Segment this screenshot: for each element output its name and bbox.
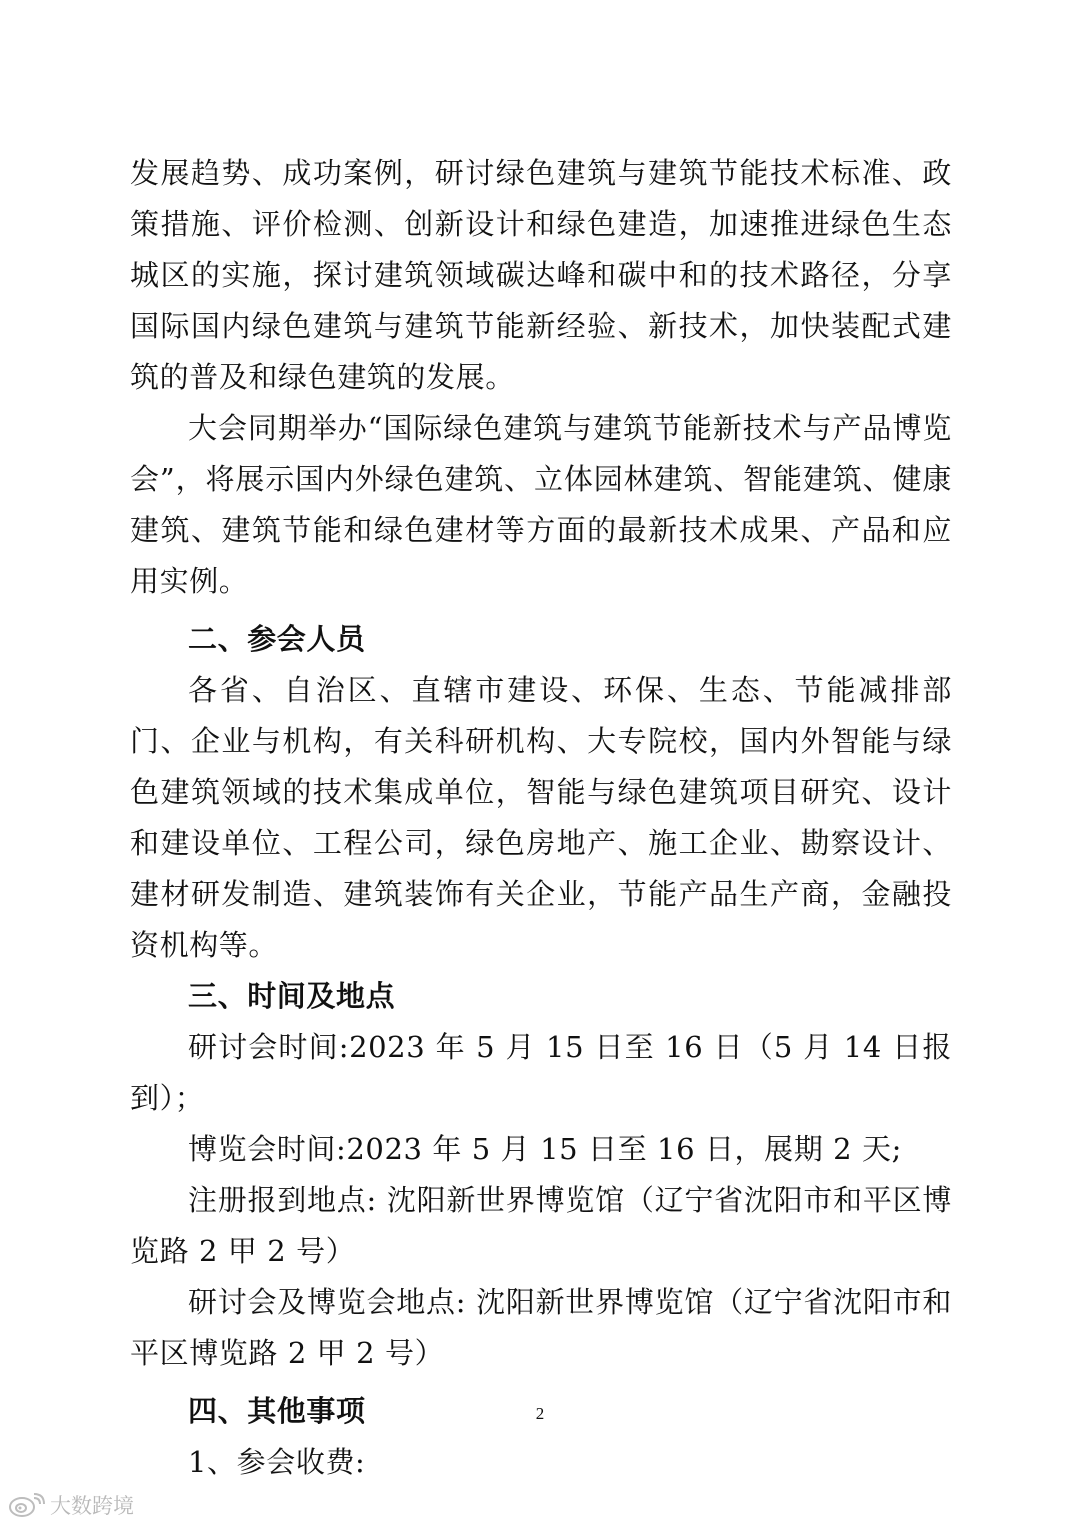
weibo-icon <box>8 1492 46 1518</box>
document-page <box>130 148 952 1488</box>
paragraph-expo: 大会同期举办“国际绿色建筑与建筑节能新技术与产品博览会”，将展示国内外绿色建筑、立体园林建筑、智能建筑、健康建筑、建筑节能和绿色建材等方面的最新技术成果、产品和应用实例。 <box>130 411 952 598</box>
watermark <box>8 1490 134 1520</box>
venue: 研讨会及博览会地点: 沈阳新世界博览馆（辽宁省沈阳市和平区博览路 2 甲 2 号） <box>130 1285 952 1370</box>
seminar-time: 研讨会时间:2023 年 5 月 15 日至 16 日（5 月 14 日报到）； <box>130 1030 952 1115</box>
paragraph-participants: 各省、自治区、直辖市建设、环保、生态、节能减排部门、企业与机构，有关科研机构、大专院校，国内外智能与绿色建筑领域的技术集成单位，智能与绿色建筑项目研究、设计和建设单位、工程公司，绿色房地产、施工企业、勘察设计、建材研发制造、建筑装饰有关企业，节能产品生产商，金融投资机构等。 <box>130 673 952 962</box>
expo-time: 博览会时间:2023 年 5 月 15 日至 16 日，展期 2 天; <box>188 1132 903 1166</box>
registration-place: 注册报到地点: 沈阳新世界博览馆（辽宁省沈阳市和平区博览路 2 甲 2 号） <box>130 1183 952 1268</box>
paragraph-conference-goals: 发展趋势、成功案例，研讨绿色建筑与建筑节能技术标准、政策措施、评价检测、创新设计和绿色建造，加速推进绿色生态城区的实施，探讨建筑领域碳达峰和碳中和的技术路径，分享国际国内绿色建筑与建筑节能新经验、新技术，加快装配式建筑的普及和绿色建筑的发展。 <box>130 156 952 394</box>
fee-item: 1、参会收费: <box>188 1445 366 1479</box>
heading-other-matters: 四、其他事项 <box>188 1394 366 1428</box>
watermark-text: 大数跨境 <box>50 1494 134 1518</box>
page-number: 2 <box>535 1404 545 1423</box>
heading-participants: 二、参会人员 <box>188 622 366 656</box>
heading-time-location: 三、时间及地点 <box>188 979 396 1013</box>
